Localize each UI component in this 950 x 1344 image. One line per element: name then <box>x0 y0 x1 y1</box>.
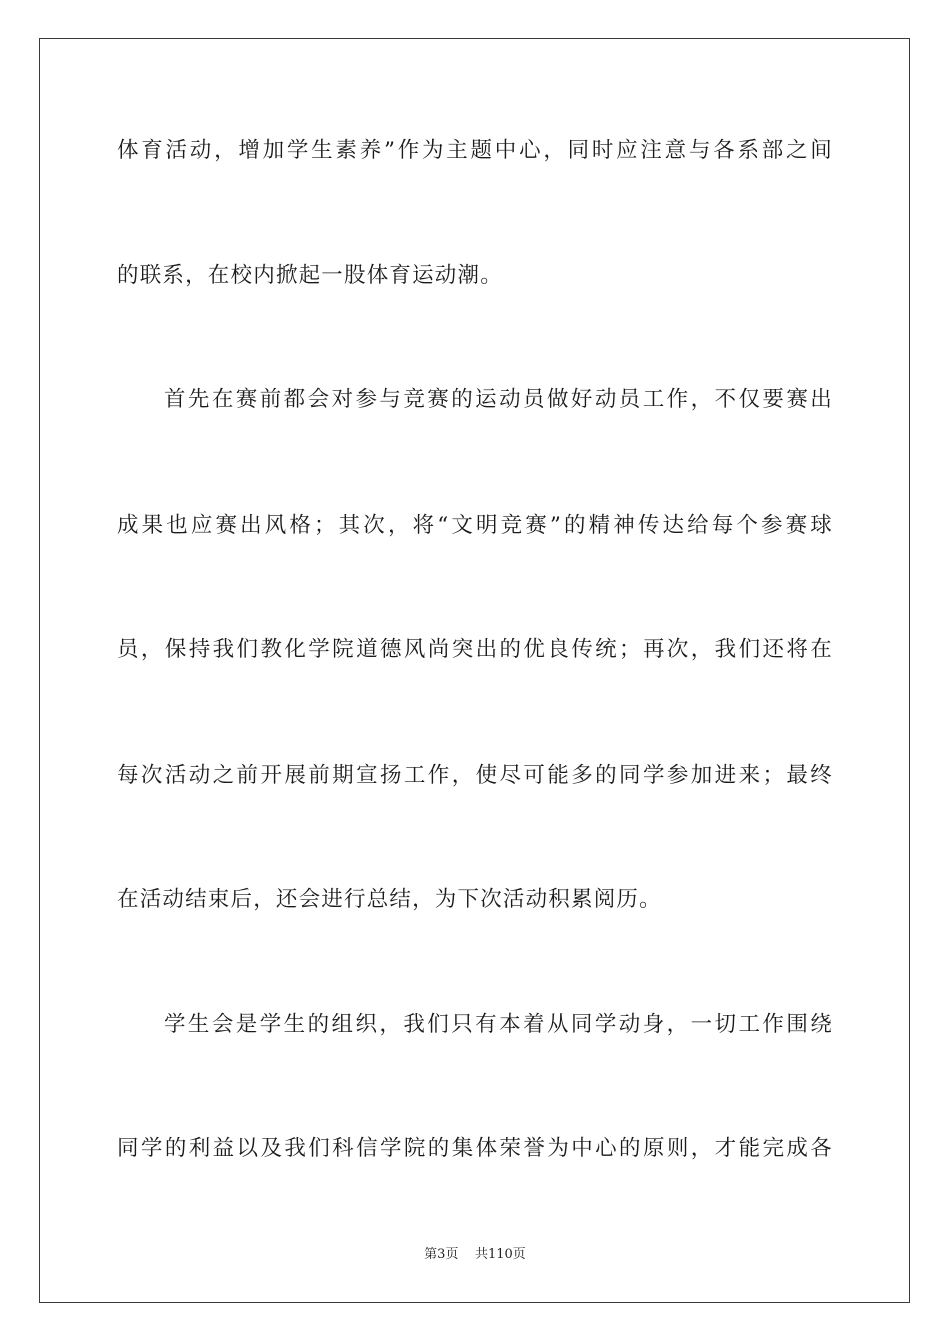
text-line-5: 员，保持我们教化学院道德风尚突出的优良传统；再次，我们还将在 <box>117 637 833 662</box>
text-line-8: 学生会是学生的组织，我们只有本着从同学动身，一切工作围绕 <box>164 1012 833 1037</box>
text-line-9: 同学的利益以及我们科信学院的集体荣誉为中心的原则，才能完成各 <box>117 1136 833 1161</box>
text-line-3: 首先在赛前都会对参与竞赛的运动员做好动员工作，不仅要赛出 <box>164 387 833 412</box>
page-border <box>39 38 910 1303</box>
text-line-2: 的联系，在校内掀起一股体育运动潮。 <box>117 263 503 288</box>
text-line-4: 成果也应赛出风格；其次，将“文明竞赛”的精神传达给每个参赛球 <box>117 513 833 538</box>
text-line-6: 每次活动之前开展前期宣扬工作，使尽可能多的同学参加进来；最终 <box>117 763 833 788</box>
total-pages: 共110页 <box>474 1247 526 1262</box>
text-line-1: 体育活动，增加学生素养”作为主题中心，同时应注意与各系部之间 <box>117 138 833 163</box>
page-footer <box>0 1246 950 1264</box>
text-line-7: 在活动结束后，还会进行总结，为下次活动积累阅历。 <box>117 887 662 912</box>
page-number: 第3页 <box>424 1247 459 1262</box>
